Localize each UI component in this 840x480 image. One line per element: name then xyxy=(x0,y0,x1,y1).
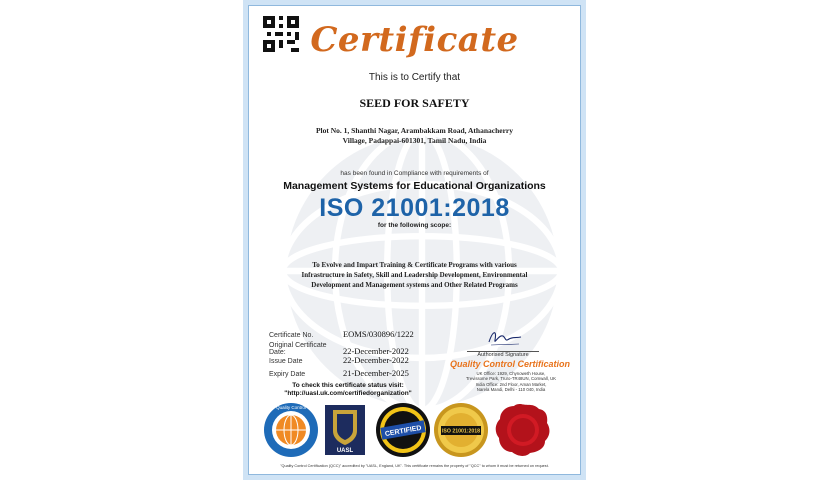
uk-office-line-1: UK Office: 1929, Chynoweth House, xyxy=(476,371,546,376)
company-name: SEED FOR SAFETY xyxy=(359,96,470,110)
certify-line: This is to Certify that xyxy=(368,72,461,83)
status-check-link[interactable]: "http://uasl.uk.com/certifiedorganization" xyxy=(284,390,412,397)
detail-row xyxy=(269,329,414,339)
company-address xyxy=(289,126,540,146)
system-name: Management Systems for Educational Organizations xyxy=(283,180,546,192)
status-check-text: To check this certificate status visit: xyxy=(292,382,404,389)
signature-icon xyxy=(485,326,525,348)
authorised-signature-label: Authorised Signature xyxy=(467,351,539,358)
detail-label: Certificate No. xyxy=(269,332,314,339)
badge-1-label: Quality Control xyxy=(276,405,306,410)
footer-note: "Quality Control Certification (QCC)" accredited by "UASL, England, UK". This certificate remains the property of "QCC" to whom it must be returned on request. xyxy=(280,464,549,468)
address-line-1: Plot No. 1, Shanthi Nagar, Arambakkam Road, Athanacherry xyxy=(315,126,514,135)
badge-2-label: UASL xyxy=(336,448,354,454)
scope-label: for the following scope: xyxy=(377,222,452,229)
detail-value: 22-December-2022 xyxy=(342,355,409,365)
issuer-name: Quality Control Certification xyxy=(449,359,570,369)
scope-text xyxy=(269,260,560,290)
detail-row xyxy=(269,342,409,356)
detail-value: EOMS/030896/1222 xyxy=(342,329,414,339)
detail-label: Original Certificate Date: xyxy=(269,342,327,356)
detail-value: 21-December-2025 xyxy=(342,368,409,378)
iso-gold-seal-icon xyxy=(434,403,488,457)
red-wax-seal-icon xyxy=(496,404,550,456)
scope-line-1: To Evolve and Impart Training & Certificate Programs with various xyxy=(312,261,517,269)
certificate-frame xyxy=(243,0,586,480)
address-line-2: Village, Padappai-601301, Tamil Nadu, India xyxy=(342,136,487,145)
certificate-page xyxy=(248,5,581,475)
detail-row xyxy=(269,368,409,378)
detail-value: 22-December-2022 xyxy=(342,346,409,356)
badge-4-label: ISO 21001:2018 xyxy=(441,428,481,435)
detail-row xyxy=(269,355,409,365)
scope-line-3: Development and Management systems and Other Related Programs xyxy=(311,281,518,289)
quality-control-badge-icon xyxy=(264,403,318,457)
india-office-line-2: Narela Mandi, Delhi - 110 040, India xyxy=(476,387,546,392)
certified-seal-icon xyxy=(376,403,430,457)
uasl-shield-icon xyxy=(325,405,365,455)
badge-3-label: CERTIFIED xyxy=(384,424,423,439)
uk-office-line-2: Trevissome Park, Truro-TR48UN, Cornwall, UK xyxy=(465,376,557,381)
compliance-line: has been found in Compliance with requirements of xyxy=(340,170,489,177)
detail-label: Expiry Date xyxy=(269,371,306,378)
accreditation-badges xyxy=(263,401,573,459)
india-office-line-1: India Office: 2nd Floor, Aman Market, xyxy=(475,382,547,387)
scope-line-2: Infrastructure in Safety, Skill and Leadership Development, Environmental xyxy=(301,271,528,279)
certificate-title: Certificate xyxy=(310,20,519,60)
standard-number: ISO 21001:2018 xyxy=(319,194,510,222)
detail-label: Issue Date xyxy=(269,358,303,365)
